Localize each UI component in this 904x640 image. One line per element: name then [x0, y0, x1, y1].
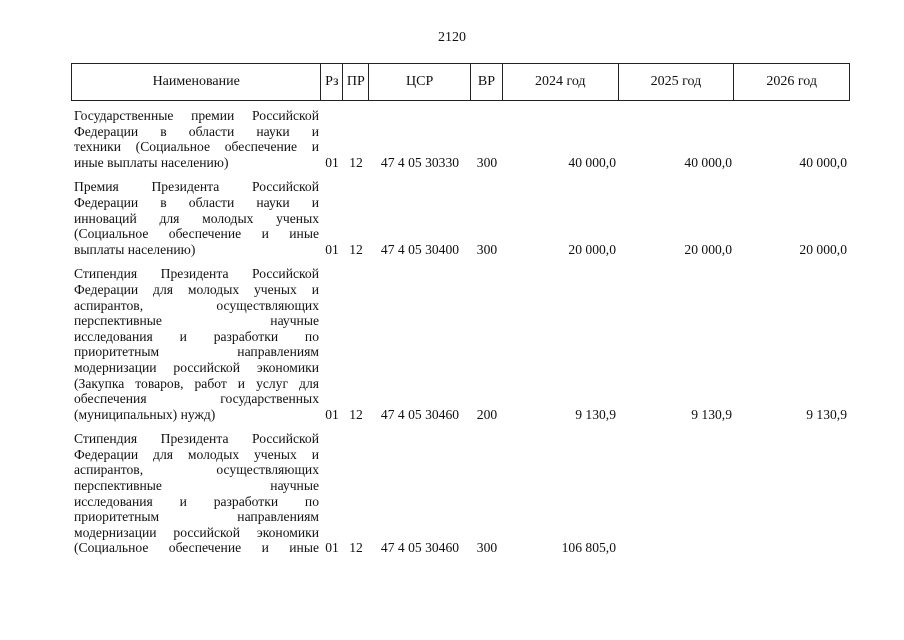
table-row	[71, 179, 850, 257]
row-amount-2024: 9 130,9	[575, 406, 616, 422]
row-pr: 12	[349, 406, 363, 422]
table-row	[71, 431, 850, 556]
row-rz: 01	[325, 241, 339, 257]
row-amount-2024: 20 000,0	[568, 241, 616, 257]
row-amount-2025: 9 130,9	[691, 406, 732, 422]
row-pr: 12	[349, 154, 363, 170]
row-csr: 47 4 05 30460	[380, 406, 460, 422]
row-name-line: исследования и разработки по	[74, 328, 319, 344]
row-name	[71, 266, 321, 422]
row-name-line: перспективные научные	[74, 478, 319, 494]
row-vr: 200	[476, 406, 498, 422]
row-name-line: Федерации для молодых ученых и	[74, 281, 319, 297]
row-amount-2025: 20 000,0	[684, 241, 732, 257]
row-pr: 12	[349, 241, 363, 257]
row-name-line: Стипендия Президента Российской	[74, 431, 319, 447]
header-year-2024: 2024 год	[503, 64, 619, 100]
row-name-line: приоритетным направлениям	[74, 344, 319, 360]
header-csr: ЦСР	[369, 64, 471, 100]
row-csr: 47 4 05 30400	[380, 241, 460, 257]
row-amount-2025: 40 000,0	[684, 154, 732, 170]
row-name-line: Стипендия Президента Российской	[74, 266, 319, 282]
row-amount-2024: 106 805,0	[561, 540, 616, 556]
row-name-line: исследования и разработки по	[74, 493, 319, 509]
row-amount-2026: 20 000,0	[799, 241, 847, 257]
row-name-line: иные выплаты населению)	[74, 154, 229, 170]
row-name-line: Федерации в области науки и	[74, 123, 319, 139]
row-vr: 300	[476, 540, 498, 556]
row-name-line: выплаты населению)	[74, 241, 196, 257]
row-name	[71, 179, 321, 257]
row-name-line: Федерации в области науки и	[74, 194, 319, 210]
header-year-2026: 2026 год	[766, 74, 817, 89]
row-csr: 47 4 05 30330	[380, 154, 460, 170]
row-name-line: (Закупка товаров, работ и услуг для	[74, 375, 319, 391]
row-name-line: приоритетным направлениям	[74, 509, 319, 525]
row-name	[71, 108, 321, 170]
row-amount-2026: 9 130,9	[806, 406, 847, 422]
row-amount-2024: 40 000,0	[568, 154, 616, 170]
row-pr: 12	[349, 540, 363, 556]
row-name-line: аспирантов, осуществляющих	[74, 462, 319, 478]
row-amount-2026: 40 000,0	[799, 154, 847, 170]
row-name-line: Государственные премии Российской	[74, 108, 319, 123]
header-rz: Рз	[321, 64, 343, 100]
table-row	[71, 266, 850, 422]
row-name-line: Премия Президента Российской	[74, 179, 319, 195]
row-vr: 300	[476, 241, 498, 257]
table-row	[71, 108, 850, 170]
row-rz: 01	[325, 154, 339, 170]
row-vr: 300	[476, 154, 498, 170]
header-name: Наименование	[72, 64, 321, 100]
row-name-line: обеспечения государственных	[74, 391, 319, 407]
row-name-line: (Социальное обеспечение и иные	[74, 226, 319, 242]
table-header	[71, 63, 850, 101]
row-name-line: перспективные научные	[74, 313, 319, 329]
header-year-2025: 2025 год	[619, 64, 735, 100]
row-rz: 01	[325, 540, 339, 556]
row-name-line: модернизации российской экономики	[74, 524, 319, 540]
page-number: 2120	[438, 30, 466, 45]
row-rz: 01	[325, 406, 339, 422]
row-name-line: аспирантов, осуществляющих	[74, 297, 319, 313]
row-name-line: (муниципальных) нужд)	[74, 406, 216, 422]
row-csr: 47 4 05 30460	[380, 540, 460, 556]
row-name-line: инноваций для молодых ученых	[74, 210, 319, 226]
row-name-line: техники (Социальное обеспечение и	[74, 139, 319, 155]
table-body	[71, 108, 850, 565]
row-name-line: Федерации для молодых ученых и	[74, 446, 319, 462]
header-vr: ВР	[471, 64, 503, 100]
header-pr: ПР	[343, 64, 369, 100]
row-name	[71, 431, 321, 556]
row-name-line: (Социальное обеспечение и иные	[74, 540, 319, 556]
row-name-line: модернизации российской экономики	[74, 359, 319, 375]
